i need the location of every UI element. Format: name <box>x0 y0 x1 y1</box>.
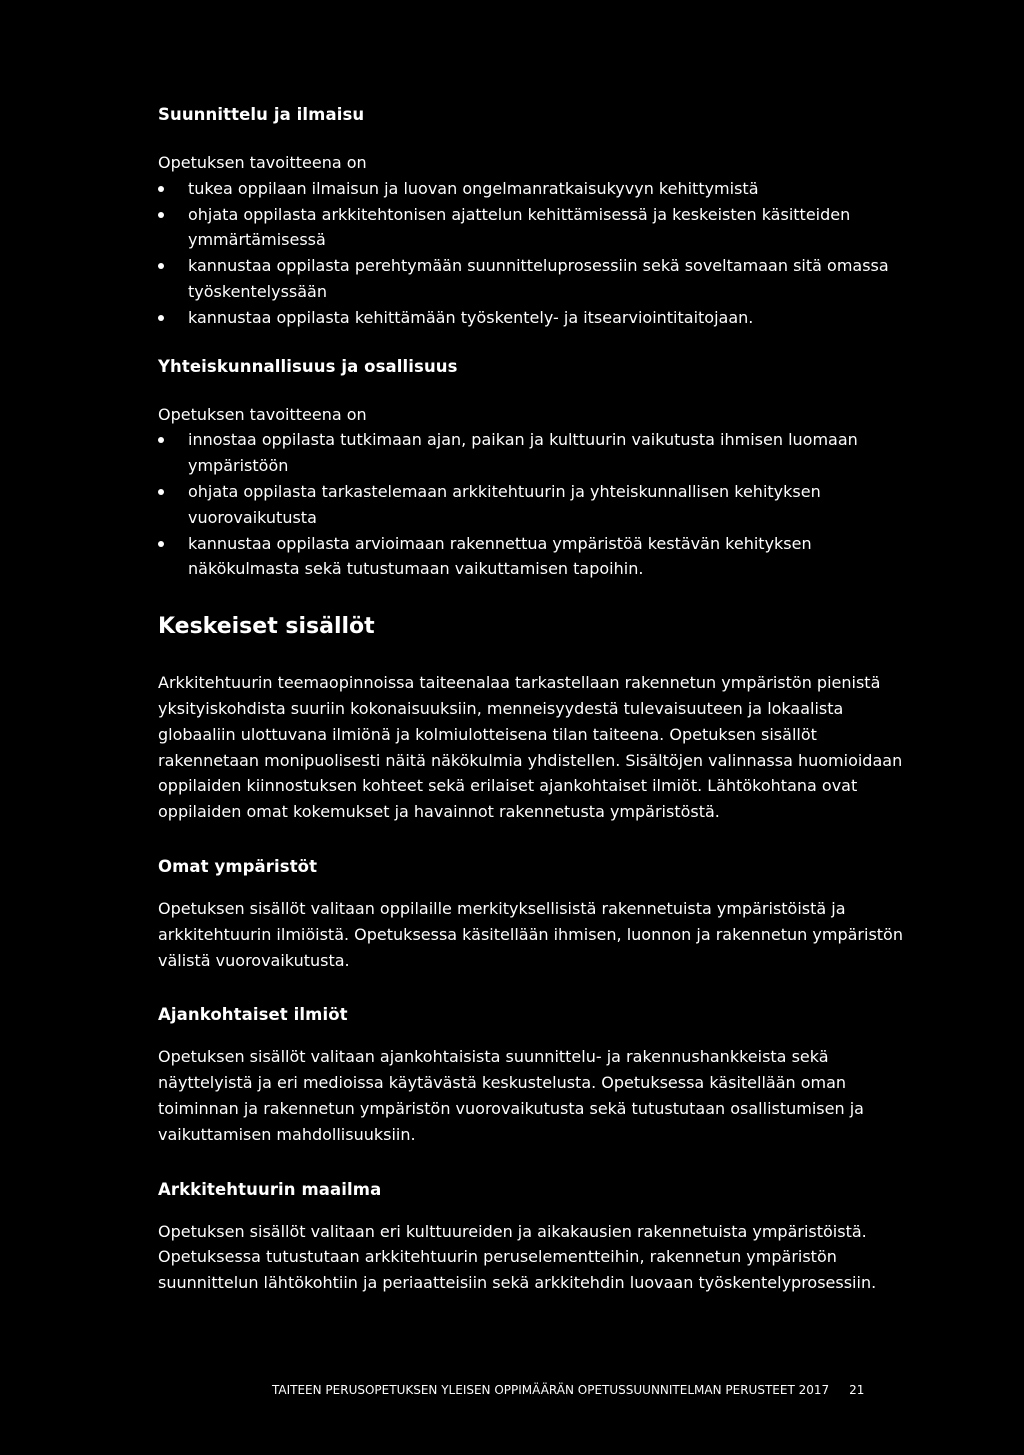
list-item <box>158 176 903 202</box>
section-heading: Yhteiskunnallisuus ja osallisuus <box>158 356 458 376</box>
bullet-list <box>158 427 903 582</box>
bullet-icon <box>158 212 164 218</box>
list-item-text: kannustaa oppilasta kehittämään työskentely- ja itsearviointitaitojaan. <box>188 307 754 327</box>
page-content <box>158 103 903 1296</box>
section-keskeiset-sisallot <box>158 612 903 825</box>
subsection-heading: Omat ympäristöt <box>158 856 318 876</box>
bullet-icon <box>158 263 164 269</box>
subsection-body: Opetuksen sisällöt valitaan eri kulttuureiden ja aikakausien rakennetuista ympäristöistä. Opetuksessa tutustutaan arkkitehtuurin peruselementteihin, rakennetun ympäristön suunnittelun lähtökohtiin ja periaatteisiin sekä arkkitehdin luovaan työskentelyprosessiin. <box>158 1221 877 1293</box>
subsection-heading: Ajankohtaiset ilmiöt <box>158 1005 348 1025</box>
list-item <box>158 253 903 305</box>
subsection-omat-ymparistot <box>158 855 903 973</box>
list-item <box>158 305 903 331</box>
list-item <box>158 479 903 531</box>
bullet-icon <box>158 541 164 547</box>
subsection-heading: Arkkitehtuurin maailma <box>158 1179 382 1199</box>
section-heading: Suunnittelu ja ilmaisu <box>158 105 365 124</box>
list-item-text: kannustaa oppilasta perehtymään suunnitteluprosessiin sekä soveltamaan sitä omassa työskentelyssään <box>188 256 889 301</box>
page-number: 21 <box>849 1383 865 1397</box>
bullet-list <box>158 176 903 331</box>
list-item <box>158 531 903 583</box>
bullet-icon <box>158 437 164 443</box>
main-heading: Keskeiset sisällöt <box>158 614 375 640</box>
list-item <box>158 202 903 254</box>
subsection-body: Opetuksen sisällöt valitaan ajankohtaisista suunnittelu- ja rakennushankkeista sekä näyttelyistä ja eri medioissa käytävästä keskustelusta. Opetuksessa käsitellään oman toiminnan ja rakennetun ympäristön vuorovaikutusta sekä tutustutaan osallistumisen ja vaikuttamisen mahdollisuuksiin. <box>158 1047 864 1144</box>
bullet-icon <box>158 186 164 192</box>
bullet-icon <box>158 315 164 321</box>
section-suunnittelu <box>158 103 903 331</box>
list-item <box>158 427 903 479</box>
section-yhteiskunnallisuus <box>158 355 903 583</box>
subsection-body: Opetuksen sisällöt valitaan oppilaille merkityksellisistä rakennetuista ympäristöistä ja arkkitehtuurin ilmiöistä. Opetuksessa käsitellään ihmisen, luonnon ja rakennetun ympäristön välistä vuorovaikutusta. <box>158 898 903 970</box>
section-intro: Opetuksen tavoitteena on <box>158 404 367 424</box>
subsection-arkkitehtuurin-maailma <box>158 1178 903 1296</box>
section-intro: Opetuksen tavoitteena on <box>158 153 367 172</box>
footer-title: TAITEEN PERUSOPETUKSEN YLEISEN OPPIMÄÄRÄN OPETUSSUUNNITELMAN PERUSTEET 2017 <box>272 1383 830 1397</box>
bullet-icon <box>158 489 164 495</box>
main-body-text: Arkkitehtuurin teemaopinnoissa taiteenalaa tarkastellaan rakennetun ympäristön pienistä yksityiskohdista suuriin kokonaisuuksiin, menneisyydestä tulevaisuuteen ja lokaalista globaaliin ulottuvana ilmiönä ja kolmiulotteisena tilan taiteena. Opetuksen sisällöt rakennetaan monipuolisesti näitä näkökulmia yhdistellen. Sisältöjen valinnassa huomioidaan oppilaiden kiinnostuksen kohteet sekä erilaiset ajankohtaiset ilmiöt. Lähtökohtana ovat oppilaiden omat kokemukset ja havainnot rakennetusta ympäristöstä. <box>158 673 903 822</box>
list-item-text: kannustaa oppilasta arvioimaan rakennettua ympäristöä kestävän kehityksen näkökulmasta sekä tutustumaan vaikuttamisen tapoihin. <box>188 533 812 579</box>
list-item-text: ohjata oppilasta arkkitehtonisen ajattelun kehittämisessä ja keskeisten käsitteiden ymmärtämisessä <box>188 204 851 250</box>
list-item-text: ohjata oppilasta tarkastelemaan arkkitehtuurin ja yhteiskunnallisen kehityksen vuorovaikutusta <box>188 481 821 527</box>
list-item-text: innostaa oppilasta tutkimaan ajan, paikan ja kulttuurin vaikutusta ihmisen luomaan ympäristöön <box>188 430 858 476</box>
list-item-text: tukea oppilaan ilmaisun ja luovan ongelmanratkaisukyvyn kehittymistä <box>188 178 759 198</box>
subsection-ajankohtaiset-ilmiot <box>158 1003 903 1147</box>
page-footer <box>272 1382 912 1398</box>
